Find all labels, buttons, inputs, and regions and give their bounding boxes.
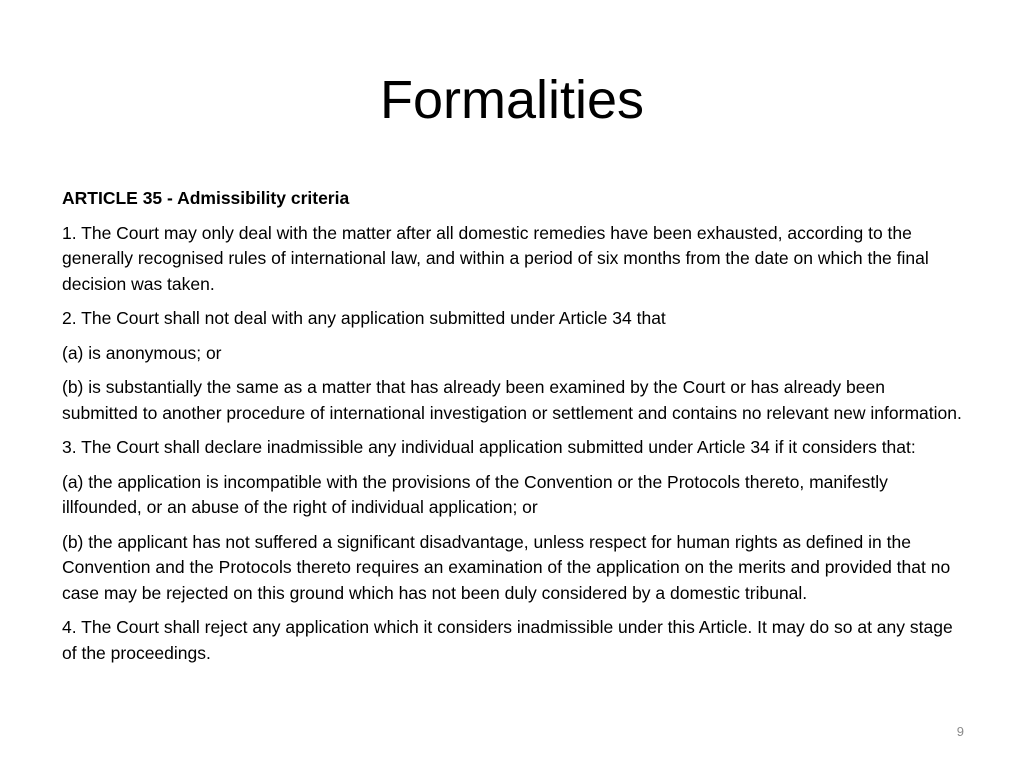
paragraph-3: 3. The Court shall declare inadmissible any individual application submitted under Article 34 if it considers that:: [62, 437, 916, 457]
paragraph-2a: (a) is anonymous; or: [62, 342, 222, 363]
paragraph-2: 2. The Court shall not deal with any application submitted under Article 34 that: [62, 308, 666, 328]
paragraph-1: 1. The Court may only deal with the matter after all domestic remedies have been exhausted, according to the generally recognised rules of international law, and within a period of six months from the date on which the final decision was taken.: [62, 222, 929, 294]
article-body: [62, 186, 962, 675]
article-heading-prefix: ARTICLE 35 -: [62, 188, 178, 208]
article-heading-title: Admissibility criteria: [177, 188, 350, 208]
paragraph-3b: (b) the applicant has not suffered a significant disadvantage, unless respect for human rights as defined in the Convention and the Protocols thereto requires an examination of the application on the merits and provided that no case may be rejected on this ground which has not been duly considered by a domestic tribunal.: [62, 531, 951, 603]
article-heading: [62, 186, 962, 212]
paragraph-2b: (b) is substantially the same as a matter that has already been examined by the Court or has already been submitted to another procedure of international investigation or settlement and contains no relevant new information.: [62, 377, 962, 423]
paragraph-3a: (a) the application is incompatible with the provisions of the Convention or the Protocols thereto, manifestly illfounded, or an abuse of the right of individual application; or: [62, 471, 888, 517]
slide-title: Formalities: [379, 70, 645, 130]
paragraph-4: 4. The Court shall reject any application which it considers inadmissible under this Article. It may do so at any stage of the proceedings.: [62, 617, 953, 663]
page-number: 9: [956, 724, 964, 739]
